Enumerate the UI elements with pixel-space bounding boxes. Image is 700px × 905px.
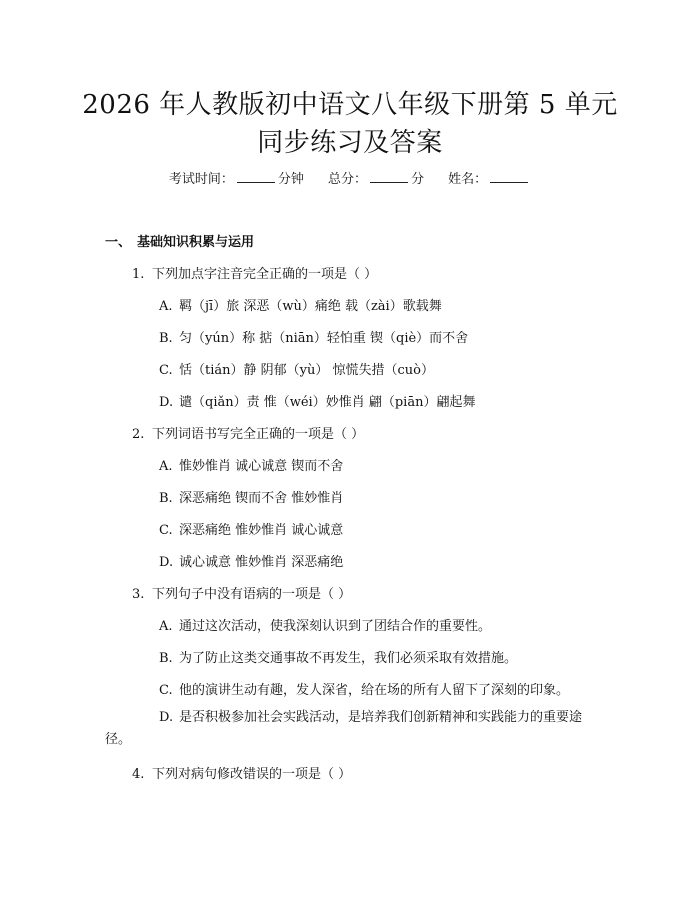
option-label: B.	[159, 331, 173, 346]
question-option	[159, 647, 517, 666]
page-title-line-2: 同步练习及答案	[257, 128, 443, 158]
question-option	[159, 519, 343, 538]
student-name-label: 姓名：	[448, 172, 488, 187]
option-text: 惟妙惟肖 诚心诚意 锲而不舍	[179, 459, 344, 474]
page-title-line-1: 2026 年人教版初中语文八年级下册第 5 单元	[82, 90, 618, 120]
total-score-unit: 分	[411, 172, 425, 187]
total-score-label: 总分：	[327, 172, 367, 187]
question-text: 下列词语书写完全正确的一项是（ ）	[152, 427, 365, 442]
student-name	[448, 168, 531, 187]
option-text: 诚心诚意 惟妙惟肖 深恶痛绝	[179, 555, 344, 570]
question-option	[159, 455, 343, 474]
total-score	[328, 168, 424, 187]
section-heading	[105, 231, 254, 250]
exam-meta	[0, 168, 700, 187]
option-label: D.	[159, 555, 174, 570]
section-title: 基础知识积累与运用	[137, 235, 255, 250]
question-option	[159, 327, 468, 346]
option-text: 匀（yún）称 掂（niān）轻怕重 锲（qiè）而不舍	[179, 331, 469, 346]
option-text: 他的演讲生动有趣，发人深省，给在场的所有人留下了深刻的印象。	[179, 683, 570, 698]
option-text: 深恶痛绝 惟妙惟肖 诚心诚意	[179, 523, 344, 538]
option-label: C.	[159, 363, 173, 378]
option-text: 羁（jī）旅 深恶（wù）痛绝 载（zài）歌载舞	[179, 299, 442, 314]
option-text: 谴（qiǎn）责 惟（wéi）妙惟肖 翩（piān）翩起舞	[179, 395, 476, 410]
option-text: 是否积极参加社会实践活动，是培养我们创新精神和实践能力的重要途径。	[105, 710, 583, 747]
question-number: 1.	[132, 267, 145, 282]
section-number: 一、	[105, 235, 132, 250]
question-stem	[132, 263, 377, 282]
option-label: A.	[159, 459, 173, 474]
question-stem	[132, 423, 364, 442]
question-number: 2.	[132, 427, 145, 442]
question-text: 下列对病句修改错误的一项是（ ）	[152, 767, 352, 782]
question-option	[159, 359, 434, 378]
option-text: 恬（tián）静 阴郁（yù） 惊慌失措（cuò）	[179, 363, 434, 378]
option-label: B.	[159, 491, 173, 506]
question-text: 下列加点字注音完全正确的一项是（ ）	[152, 267, 378, 282]
option-label: A.	[159, 299, 173, 314]
option-label: C.	[159, 523, 173, 538]
question-stem	[132, 763, 351, 782]
exam-time	[169, 168, 304, 187]
student-name-blank	[490, 170, 528, 183]
question-number: 3.	[132, 587, 145, 602]
option-label: D.	[159, 395, 174, 410]
question-stem	[132, 583, 351, 602]
question-option	[159, 679, 569, 698]
question-number: 4.	[132, 767, 145, 782]
question-option	[159, 615, 491, 634]
question-text: 下列句子中没有语病的一项是（ ）	[152, 587, 352, 602]
option-text: 为了防止这类交通事故不再发生，我们必须采取有效措施。	[179, 651, 518, 666]
option-text: 深恶痛绝 锲而不舍 惟妙惟肖	[179, 491, 344, 506]
exam-time-unit: 分钟	[277, 172, 304, 187]
question-option	[159, 551, 343, 570]
question-option	[105, 707, 595, 751]
option-label: C.	[159, 683, 173, 698]
option-label: B.	[159, 651, 173, 666]
option-label: A.	[159, 619, 173, 634]
question-option	[159, 487, 343, 506]
option-text: 通过这次活动，使我深刻认识到了团结合作的重要性。	[179, 619, 492, 634]
total-score-blank	[370, 170, 408, 183]
question-option	[159, 295, 442, 314]
exam-time-label: 考试时间：	[168, 172, 234, 187]
question-option	[159, 391, 475, 410]
exam-time-blank	[237, 170, 275, 183]
option-label: D.	[159, 710, 174, 725]
